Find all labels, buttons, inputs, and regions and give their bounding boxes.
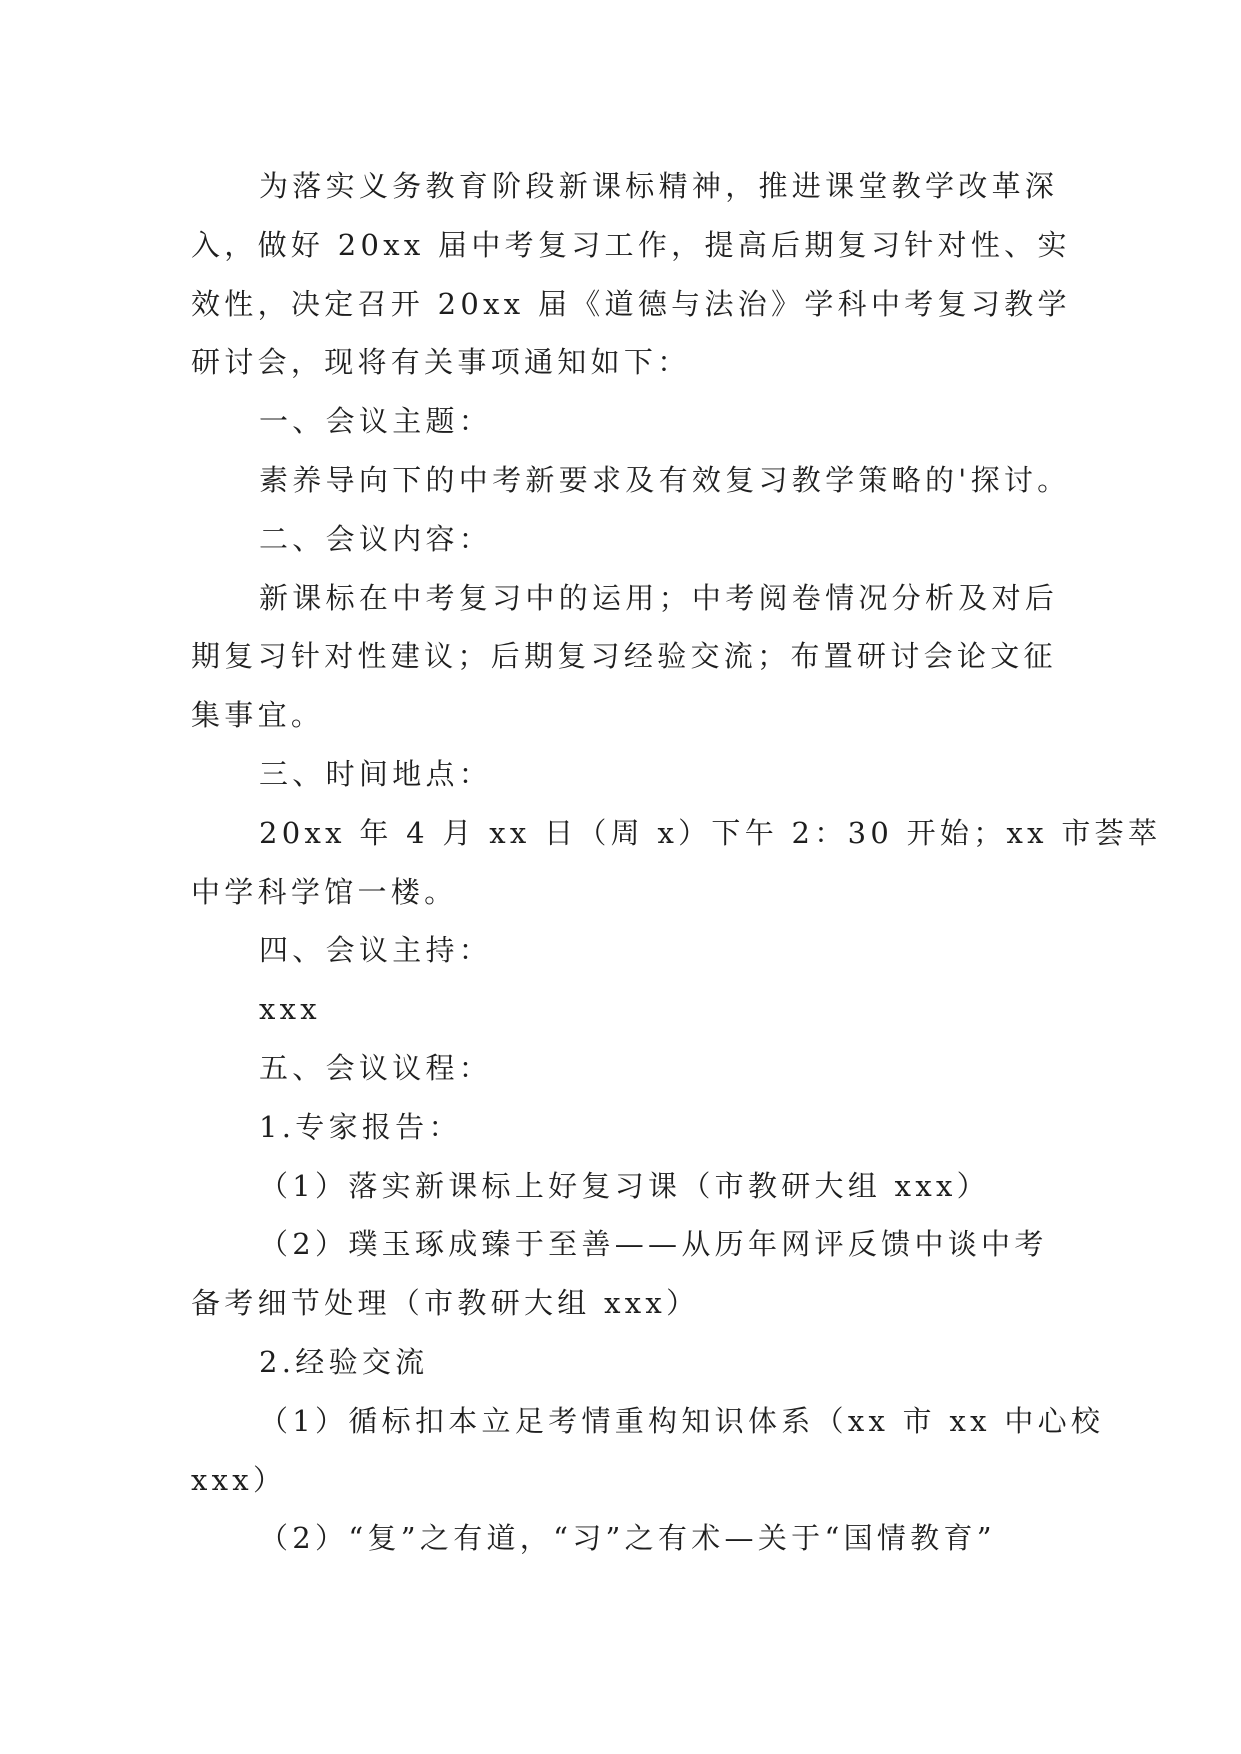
section-body-time-place-line: 20xx 年 4 月 xx 日（周 x）下午 2：30 开始；xx 市荟萃: [259, 815, 1162, 850]
document-body: [191, 157, 1162, 1568]
paragraph-intro-line: 入，做好 20xx 届中考复习工作，提高后期复习针对性、实: [191, 227, 1071, 262]
paragraph-intro-line: 研讨会，现将有关事项通知如下：: [191, 345, 691, 380]
section-heading-time-place: 三、时间地点：: [259, 756, 493, 791]
agenda-subitem-line: （1）落实新课标上好复习课（市教研大组 xxx）: [259, 1168, 990, 1203]
section-body-content-line: 新课标在中考复习中的运用；中考阅卷情况分析及对后: [259, 580, 1059, 615]
section-heading-theme: 一、会议主题：: [259, 404, 493, 439]
section-heading-agenda: 五、会议议程：: [259, 1050, 493, 1085]
section-body-host: xxx: [259, 992, 321, 1027]
paragraph-intro-line: 为落实义务教育阶段新课标精神，推进课堂教学改革深: [259, 169, 1059, 203]
section-body-content-line: 集事宜。: [191, 698, 325, 733]
section-heading-content: 二、会议内容：: [259, 521, 493, 556]
paragraph-intro-line: 效性，决定召开 20xx 届《道德与法治》学科中考复习教学: [191, 286, 1071, 321]
agenda-subitem-line: xxx）: [191, 1462, 287, 1497]
section-body-content-line: 期复习针对性建议；后期复习经验交流；布置研讨会论文征: [191, 639, 1057, 674]
section-heading-host: 四、会议主持：: [259, 933, 493, 968]
agenda-item-experience-exchange: 2.经验交流: [259, 1344, 429, 1379]
agenda-subitem-line: （2）“复”之有道，“习”之有术—关于“国情教育”: [259, 1521, 996, 1556]
section-body-theme: 素养导向下的中考新要求及有效复习教学策略的'探讨。: [259, 462, 1071, 497]
agenda-subitem-line: 备考细节处理（市教研大组 xxx）: [191, 1286, 700, 1321]
agenda-item-expert-report: 1.专家报告：: [259, 1109, 462, 1144]
agenda-subitem-line: （2）璞玉琢成臻于至善——从历年网评反馈中谈中考: [259, 1227, 1048, 1262]
section-body-time-place-line: 中学科学馆一楼。: [191, 874, 458, 909]
agenda-subitem-line: （1）循标扣本立足考情重构知识体系（xx 市 xx 中心校: [259, 1403, 1105, 1438]
